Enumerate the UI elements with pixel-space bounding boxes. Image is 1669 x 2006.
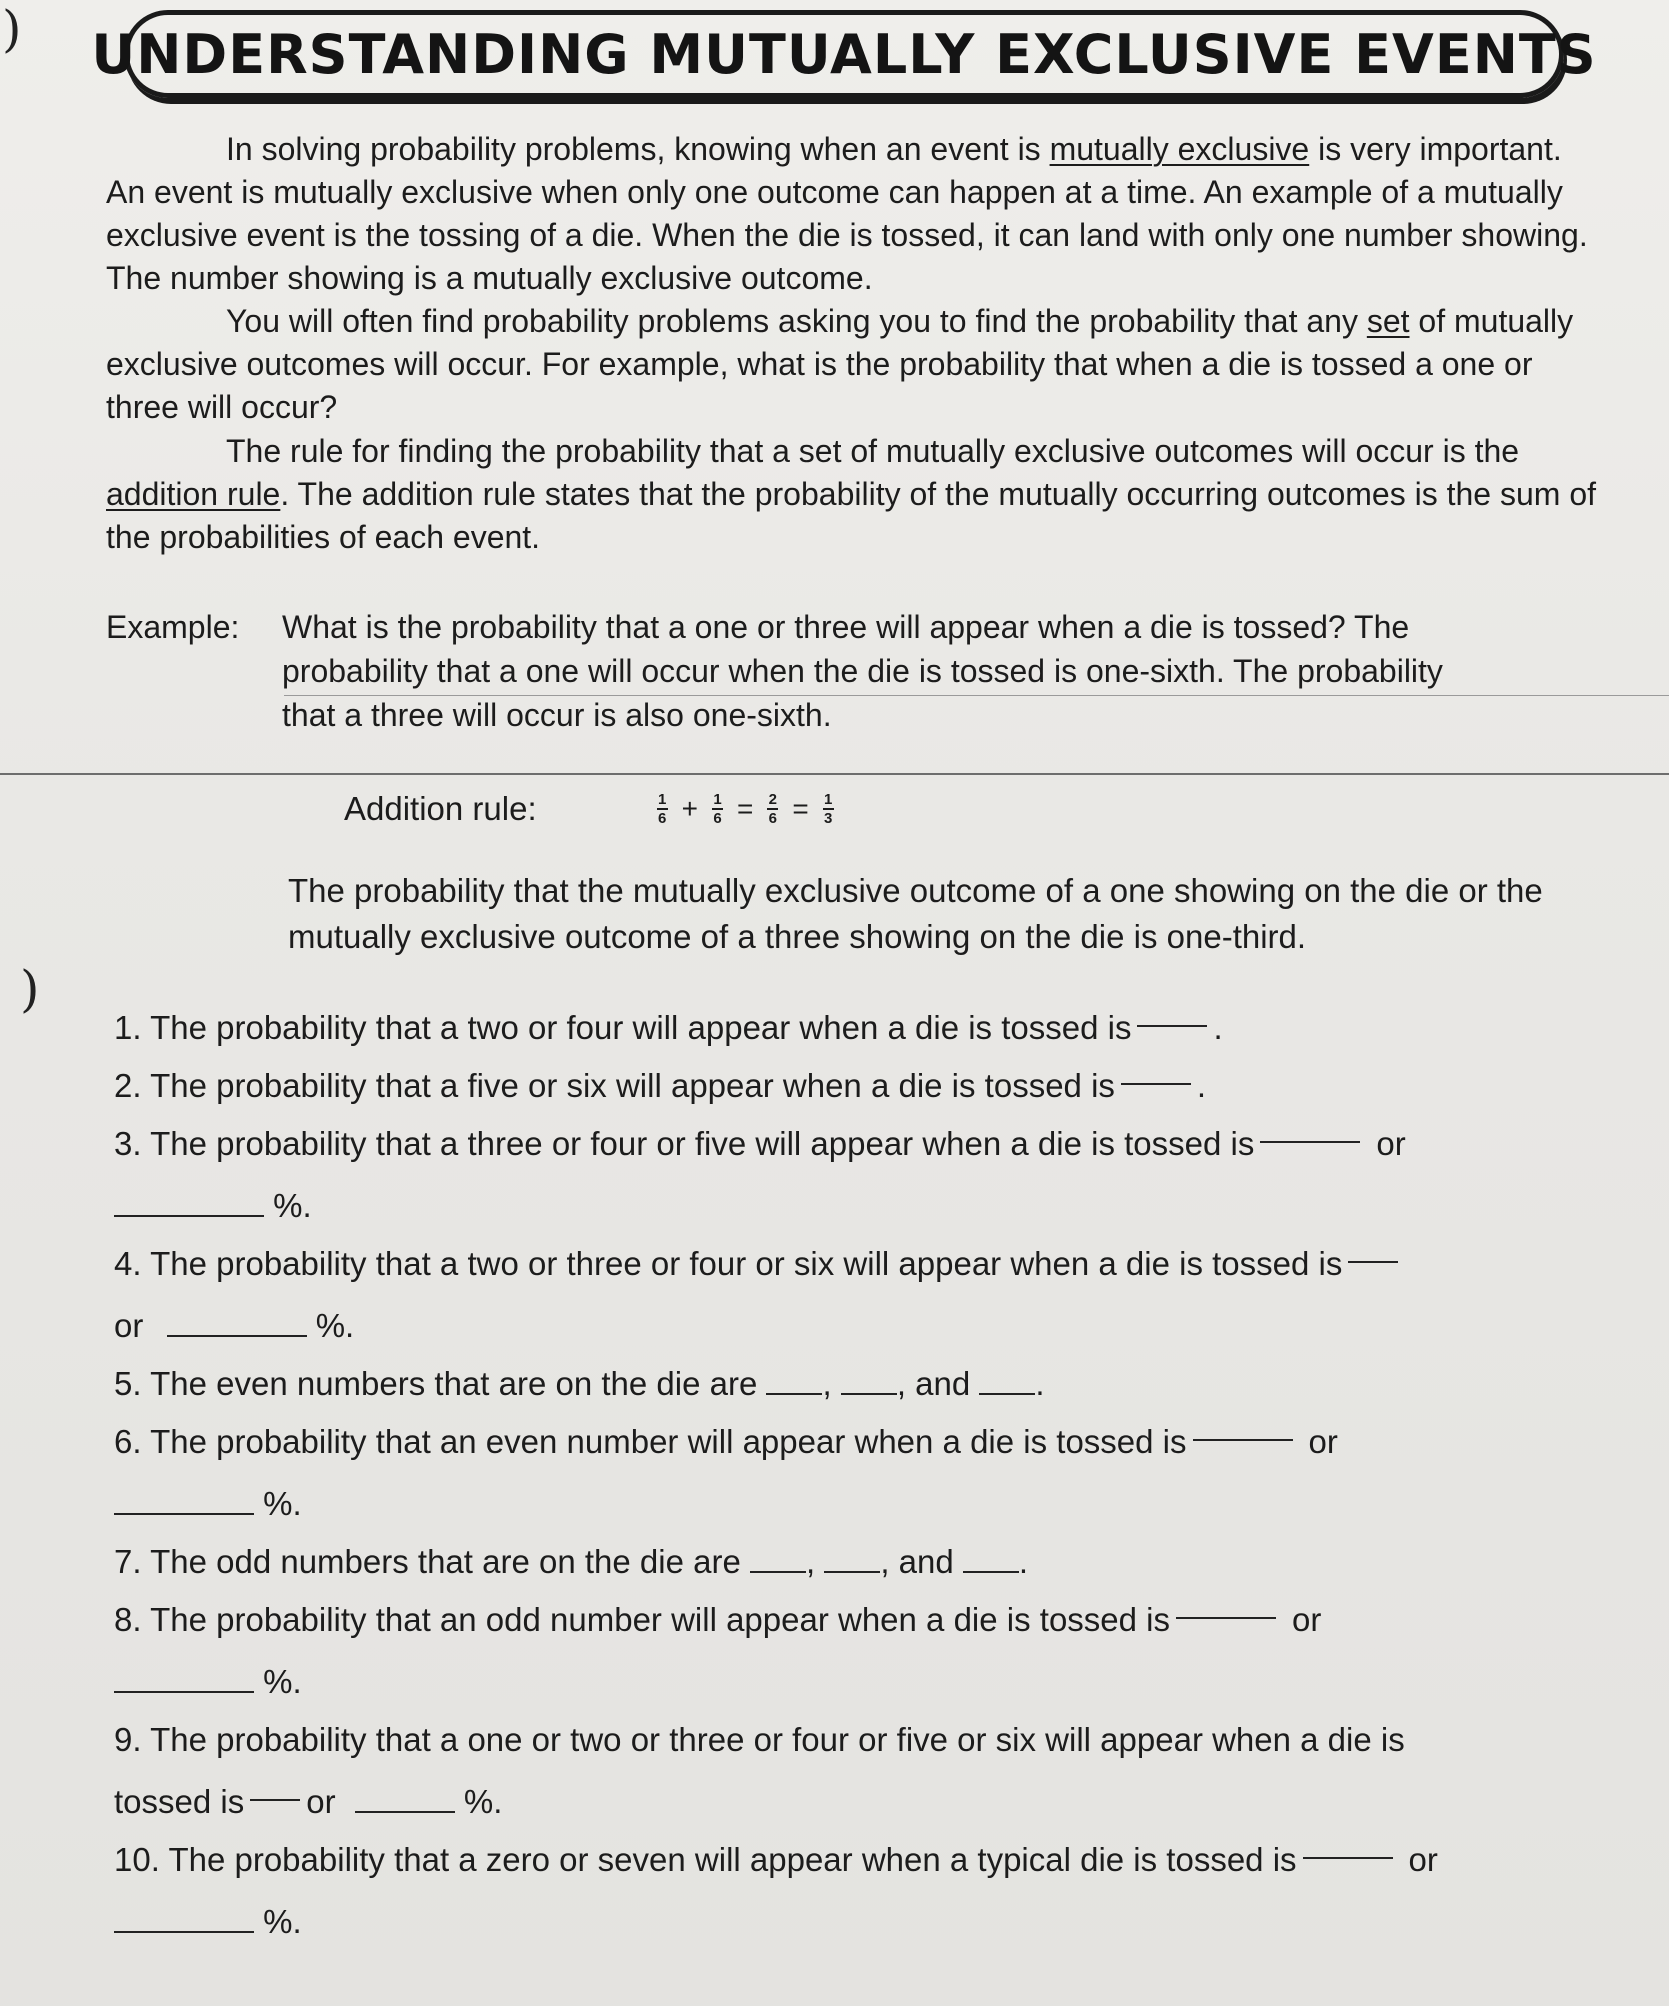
answer-blank[interactable] — [114, 1512, 254, 1515]
answer-blank[interactable] — [824, 1570, 880, 1573]
example-block — [106, 605, 1606, 737]
answer-blank[interactable] — [1303, 1856, 1393, 1859]
term-addition-rule: addition rule — [106, 476, 281, 512]
answer-blank[interactable] — [1260, 1140, 1360, 1143]
question-5: 5. The even numbers that are on the die are , , and . — [114, 1365, 1045, 1402]
question-6-continued: %. — [114, 1482, 1634, 1526]
question-3: 3. The probability that a three or four or five will appear when a die is tossed is or — [114, 1125, 1406, 1162]
answer-blank[interactable] — [1193, 1438, 1293, 1441]
answer-blank[interactable] — [979, 1392, 1035, 1395]
answer-blank[interactable] — [1348, 1260, 1398, 1263]
intro-text: . The addition rule states that the probability of the mutually occurring outcomes is the sum of the probabilities of each event. — [106, 476, 1596, 555]
divider-line — [284, 695, 1669, 696]
question-7: 7. The odd numbers that are on the die are , , and . — [114, 1543, 1029, 1580]
intro-paragraph-1 — [106, 128, 1606, 300]
answer-blank[interactable] — [1121, 1082, 1191, 1085]
question-4: 4. The probability that a two or three or four or six will appear when a die is tossed is — [114, 1242, 1634, 1286]
equals-sign: = — [792, 793, 809, 824]
page-title: UNDERSTANDING MUTUALLY EXCLUSIVE EVENTS — [91, 22, 1597, 86]
example-line: probability that a one will occur when the die is tossed is one-sixth. The probability — [282, 653, 1443, 689]
answer-blank[interactable] — [167, 1334, 307, 1337]
answer-blank[interactable] — [750, 1570, 806, 1573]
fraction: $\frac{1}{6}$ — [657, 791, 667, 827]
answer-blank[interactable] — [114, 1930, 254, 1933]
fraction: $\frac{1}{6}$ — [713, 791, 722, 827]
answer-blank[interactable] — [250, 1798, 300, 1801]
question-10-continued: %. — [114, 1900, 1634, 1944]
answer-blank[interactable] — [114, 1214, 264, 1217]
title-banner — [91, 10, 1597, 98]
question-6: 6. The probability that an even number will appear when a die is tossed is or — [114, 1423, 1338, 1460]
addition-rule-label: Addition rule: — [344, 790, 537, 827]
binder-ring-mark: ) — [20, 960, 40, 1018]
intro-paragraph-3 — [106, 430, 1606, 559]
question-4-continued: or %. — [114, 1307, 355, 1344]
intro-text: You will often find probability problems asking you to find the probability that any — [226, 303, 1367, 339]
question-9: 9. The probability that a one or two or three or four or five or six will appear when a die is — [114, 1721, 1405, 1758]
answer-blank[interactable] — [841, 1392, 897, 1395]
example-line: that a three will occur is also one-sixth. — [282, 697, 832, 733]
question-list — [114, 1006, 1634, 1944]
term-mutually-exclusive: mutually exclusive — [1049, 131, 1310, 167]
example-label: Example: — [106, 609, 240, 645]
addition-rule-row — [344, 790, 834, 828]
question-8-continued: %. — [114, 1660, 1634, 1704]
term-set: set — [1366, 303, 1410, 339]
answer-blank[interactable] — [1137, 1024, 1207, 1027]
answer-blank[interactable] — [355, 1810, 455, 1813]
plus-sign: + — [681, 793, 698, 824]
binder-ring-mark: ) — [2, 0, 22, 58]
question-1: 1. The probability that a two or four will appear when a die is tossed is . — [114, 1009, 1223, 1046]
question-10: 10. The probability that a zero or seven will appear when a typical die is tossed is or — [114, 1841, 1438, 1878]
answer-blank[interactable] — [1176, 1616, 1276, 1619]
addition-equation — [657, 792, 834, 826]
divider-line — [0, 773, 1669, 775]
answer-blank[interactable] — [766, 1392, 822, 1395]
intro-text: is very important. An event is mutually exclusive when only one outcome can happen at a time. An example of a mutually exclusive event is the tossing of a die. When the die is tossed, it can land with only one number showing. The number showing is a mutually exclusive outcome. — [106, 131, 1588, 296]
question-9-continued: tossed is or %. — [114, 1783, 503, 1820]
intro-paragraph-2 — [106, 300, 1606, 429]
intro-text: The rule for finding the probability that a set of mutually exclusive outcomes will occur is the — [226, 433, 1520, 469]
intro-text: of mutually exclusive outcomes will occur. For example, what is the probability that when a die is tossed a one or three will occur? — [106, 303, 1574, 425]
fraction: $\frac{2}{6}$ — [768, 791, 778, 827]
example-conclusion: The probability that the mutually exclusive outcome of a one showing on the die or the mutually exclusive outcome of a three showing on the die is one-third. — [288, 872, 1543, 955]
answer-blank[interactable] — [963, 1570, 1019, 1573]
example-line: What is the probability that a one or three will appear when a die is tossed? The — [282, 609, 1410, 645]
fraction: $\frac{1}{3}$ — [824, 791, 833, 827]
intro-text: In solving probability problems, knowing when an event is — [226, 131, 1050, 167]
answer-blank[interactable] — [114, 1690, 254, 1693]
question-3-continued: %. — [114, 1184, 1634, 1228]
equals-sign: = — [736, 793, 754, 824]
question-8: 8. The probability that an odd number will appear when a die is tossed is or — [114, 1601, 1322, 1638]
question-2: 2. The probability that a five or six will appear when a die is tossed is . — [114, 1067, 1207, 1104]
